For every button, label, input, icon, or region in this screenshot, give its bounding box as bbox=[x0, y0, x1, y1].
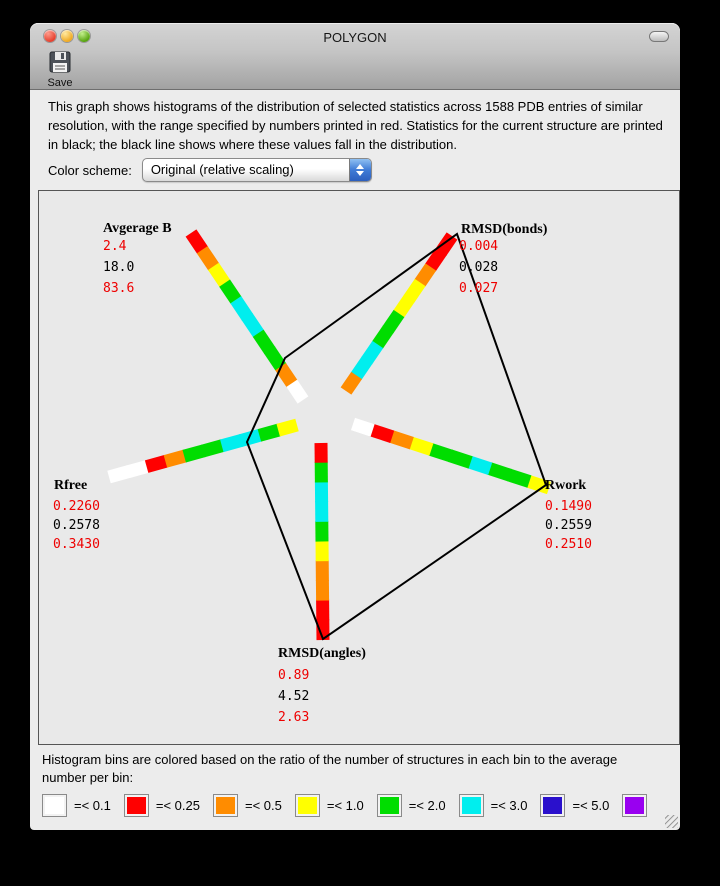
histogram-bar-segment bbox=[225, 283, 237, 301]
legend-color-swatch bbox=[124, 794, 149, 817]
histogram-bar-segment bbox=[420, 267, 431, 283]
save-floppy-icon bbox=[48, 51, 72, 76]
color-scheme-row bbox=[48, 158, 372, 182]
axis-max-value: 0.027 bbox=[459, 281, 499, 296]
axis-max-value: 2.63 bbox=[278, 710, 310, 725]
histogram-bar-segment bbox=[367, 345, 378, 361]
resize-grip[interactable] bbox=[665, 815, 678, 828]
axis-current-value: 0.2559 bbox=[545, 518, 592, 533]
axis-max-value: 83.6 bbox=[103, 281, 135, 296]
histogram-bar-segment bbox=[184, 451, 204, 456]
legend-color-face bbox=[127, 797, 146, 814]
histogram-bar-segment bbox=[356, 360, 367, 376]
legend-color-face bbox=[380, 797, 399, 814]
histogram-bar-segment bbox=[372, 430, 393, 437]
legend-color-face bbox=[216, 797, 235, 814]
histogram-bar-segment bbox=[269, 350, 281, 368]
axis-min-value: 0.004 bbox=[459, 239, 499, 254]
histogram-bar-segment bbox=[353, 424, 373, 430]
toolbar-toggle-button[interactable] bbox=[649, 31, 669, 42]
histogram-bar-segment bbox=[203, 446, 223, 451]
histogram-bar-segment bbox=[147, 461, 167, 466]
save-button[interactable] bbox=[40, 51, 80, 88]
legend-color-face bbox=[298, 797, 317, 814]
axis-current-value: 0.2578 bbox=[53, 518, 100, 533]
toolbar bbox=[30, 50, 680, 89]
legend-color-face bbox=[625, 797, 644, 814]
legend-color-swatch bbox=[622, 794, 647, 817]
axis-min-value: 0.89 bbox=[278, 668, 310, 683]
axis-label: RMSD(bonds) bbox=[461, 222, 548, 237]
legend-bin-label: =< 2.0 bbox=[408, 798, 446, 813]
histogram-bar-segment bbox=[398, 298, 409, 314]
histogram-bar-segment bbox=[109, 472, 129, 477]
axis-label: RMSD(angles) bbox=[278, 646, 366, 661]
axis-label: Avgerage B bbox=[103, 221, 172, 236]
axis-current-value: 4.52 bbox=[278, 689, 310, 704]
axis-min-value: 0.2260 bbox=[53, 499, 100, 514]
legend-color-swatch bbox=[42, 794, 67, 817]
polygon-window bbox=[30, 23, 680, 830]
legend-color-swatch bbox=[459, 794, 484, 817]
polygon-chart bbox=[39, 191, 679, 744]
legend-color-face bbox=[543, 797, 562, 814]
legend-color-swatch bbox=[295, 794, 320, 817]
histogram-bar-segment bbox=[236, 300, 248, 318]
chevron-up-icon bbox=[356, 164, 364, 169]
window-chrome bbox=[30, 23, 680, 90]
histogram-bar-segment bbox=[430, 252, 441, 268]
histogram-bar-segment bbox=[247, 317, 259, 335]
axis-max-value: 0.2510 bbox=[545, 537, 592, 552]
axis-current-value: 18.0 bbox=[103, 260, 135, 275]
color-scheme-label: Color scheme: bbox=[48, 162, 132, 178]
histogram-bar-segment bbox=[489, 468, 510, 475]
histogram-bar-segment bbox=[258, 333, 270, 351]
legend-color-face bbox=[462, 797, 481, 814]
histogram-bar-segment bbox=[281, 367, 293, 385]
legend-bin-label: =< 3.0 bbox=[490, 798, 528, 813]
legend-bin-label: =< 5.0 bbox=[572, 798, 610, 813]
legend-color-swatch bbox=[377, 794, 402, 817]
histogram-bar-segment bbox=[213, 266, 225, 284]
histogram-bar-segment bbox=[430, 449, 451, 456]
histogram-bar-segment bbox=[202, 250, 214, 268]
legend-color-face bbox=[45, 797, 64, 814]
color-scheme-dropdown[interactable] bbox=[142, 158, 372, 182]
histogram-bar-segment bbox=[191, 233, 203, 251]
save-button-label: Save bbox=[47, 77, 73, 89]
histogram-bar-segment bbox=[292, 383, 303, 400]
histogram-bar-segment bbox=[470, 462, 491, 469]
legend-bin-label: =< 1.0 bbox=[326, 798, 364, 813]
legend-bin-label: =< 0.5 bbox=[244, 798, 282, 813]
histogram-bar-segment bbox=[409, 283, 420, 299]
dropdown-arrows bbox=[349, 159, 371, 181]
axis-min-value: 0.1490 bbox=[545, 499, 592, 514]
histogram-bar-segment bbox=[165, 456, 185, 461]
histogram-bar-segment bbox=[450, 456, 471, 463]
legend-bin-label: =< 0.1 bbox=[74, 798, 111, 813]
legend-color-swatch bbox=[540, 794, 565, 817]
axis-label: Rfree bbox=[54, 478, 88, 493]
histogram-bar-segment bbox=[222, 440, 242, 445]
histogram-bar-segment bbox=[128, 466, 148, 471]
histogram-bar-segment bbox=[259, 430, 279, 435]
description-text: This graph shows histograms of the distribution of selected statistics across 1588 PDB entries of similar resolution, with the range specified by numbers printed in red. Statistics for the current structure are printed in black; the black line shows where these values fall in the distribution. bbox=[48, 99, 663, 152]
histogram-bar-segment bbox=[411, 443, 432, 450]
title-bar[interactable] bbox=[30, 23, 680, 50]
axis-current-value: 0.028 bbox=[459, 260, 499, 275]
histogram-bar-segment bbox=[388, 314, 399, 330]
legend-row bbox=[42, 794, 660, 817]
legend-color-swatch bbox=[213, 794, 238, 817]
histogram-bar-segment bbox=[391, 436, 412, 443]
main-content bbox=[30, 89, 680, 830]
legend-description-text: Histogram bins are colored based on the ratio of the number of structures in each bin to the average number per bin: bbox=[42, 752, 618, 785]
polygon-plot-panel bbox=[38, 190, 680, 745]
histogram-bar-segment bbox=[346, 376, 357, 392]
histogram-bar-segment bbox=[278, 425, 297, 430]
histogram-bar-segment bbox=[377, 329, 388, 345]
axis-label: Rwork bbox=[545, 478, 587, 493]
chevron-down-icon bbox=[356, 171, 364, 176]
histogram-bar-segment bbox=[509, 475, 530, 482]
color-scheme-value: Original (relative scaling) bbox=[150, 162, 294, 177]
window-title: POLYGON bbox=[323, 30, 387, 45]
legend-bin-label: =< 0.25 bbox=[155, 798, 200, 813]
axis-min-value: 2.4 bbox=[103, 239, 127, 254]
axis-max-value: 0.3430 bbox=[53, 537, 100, 552]
